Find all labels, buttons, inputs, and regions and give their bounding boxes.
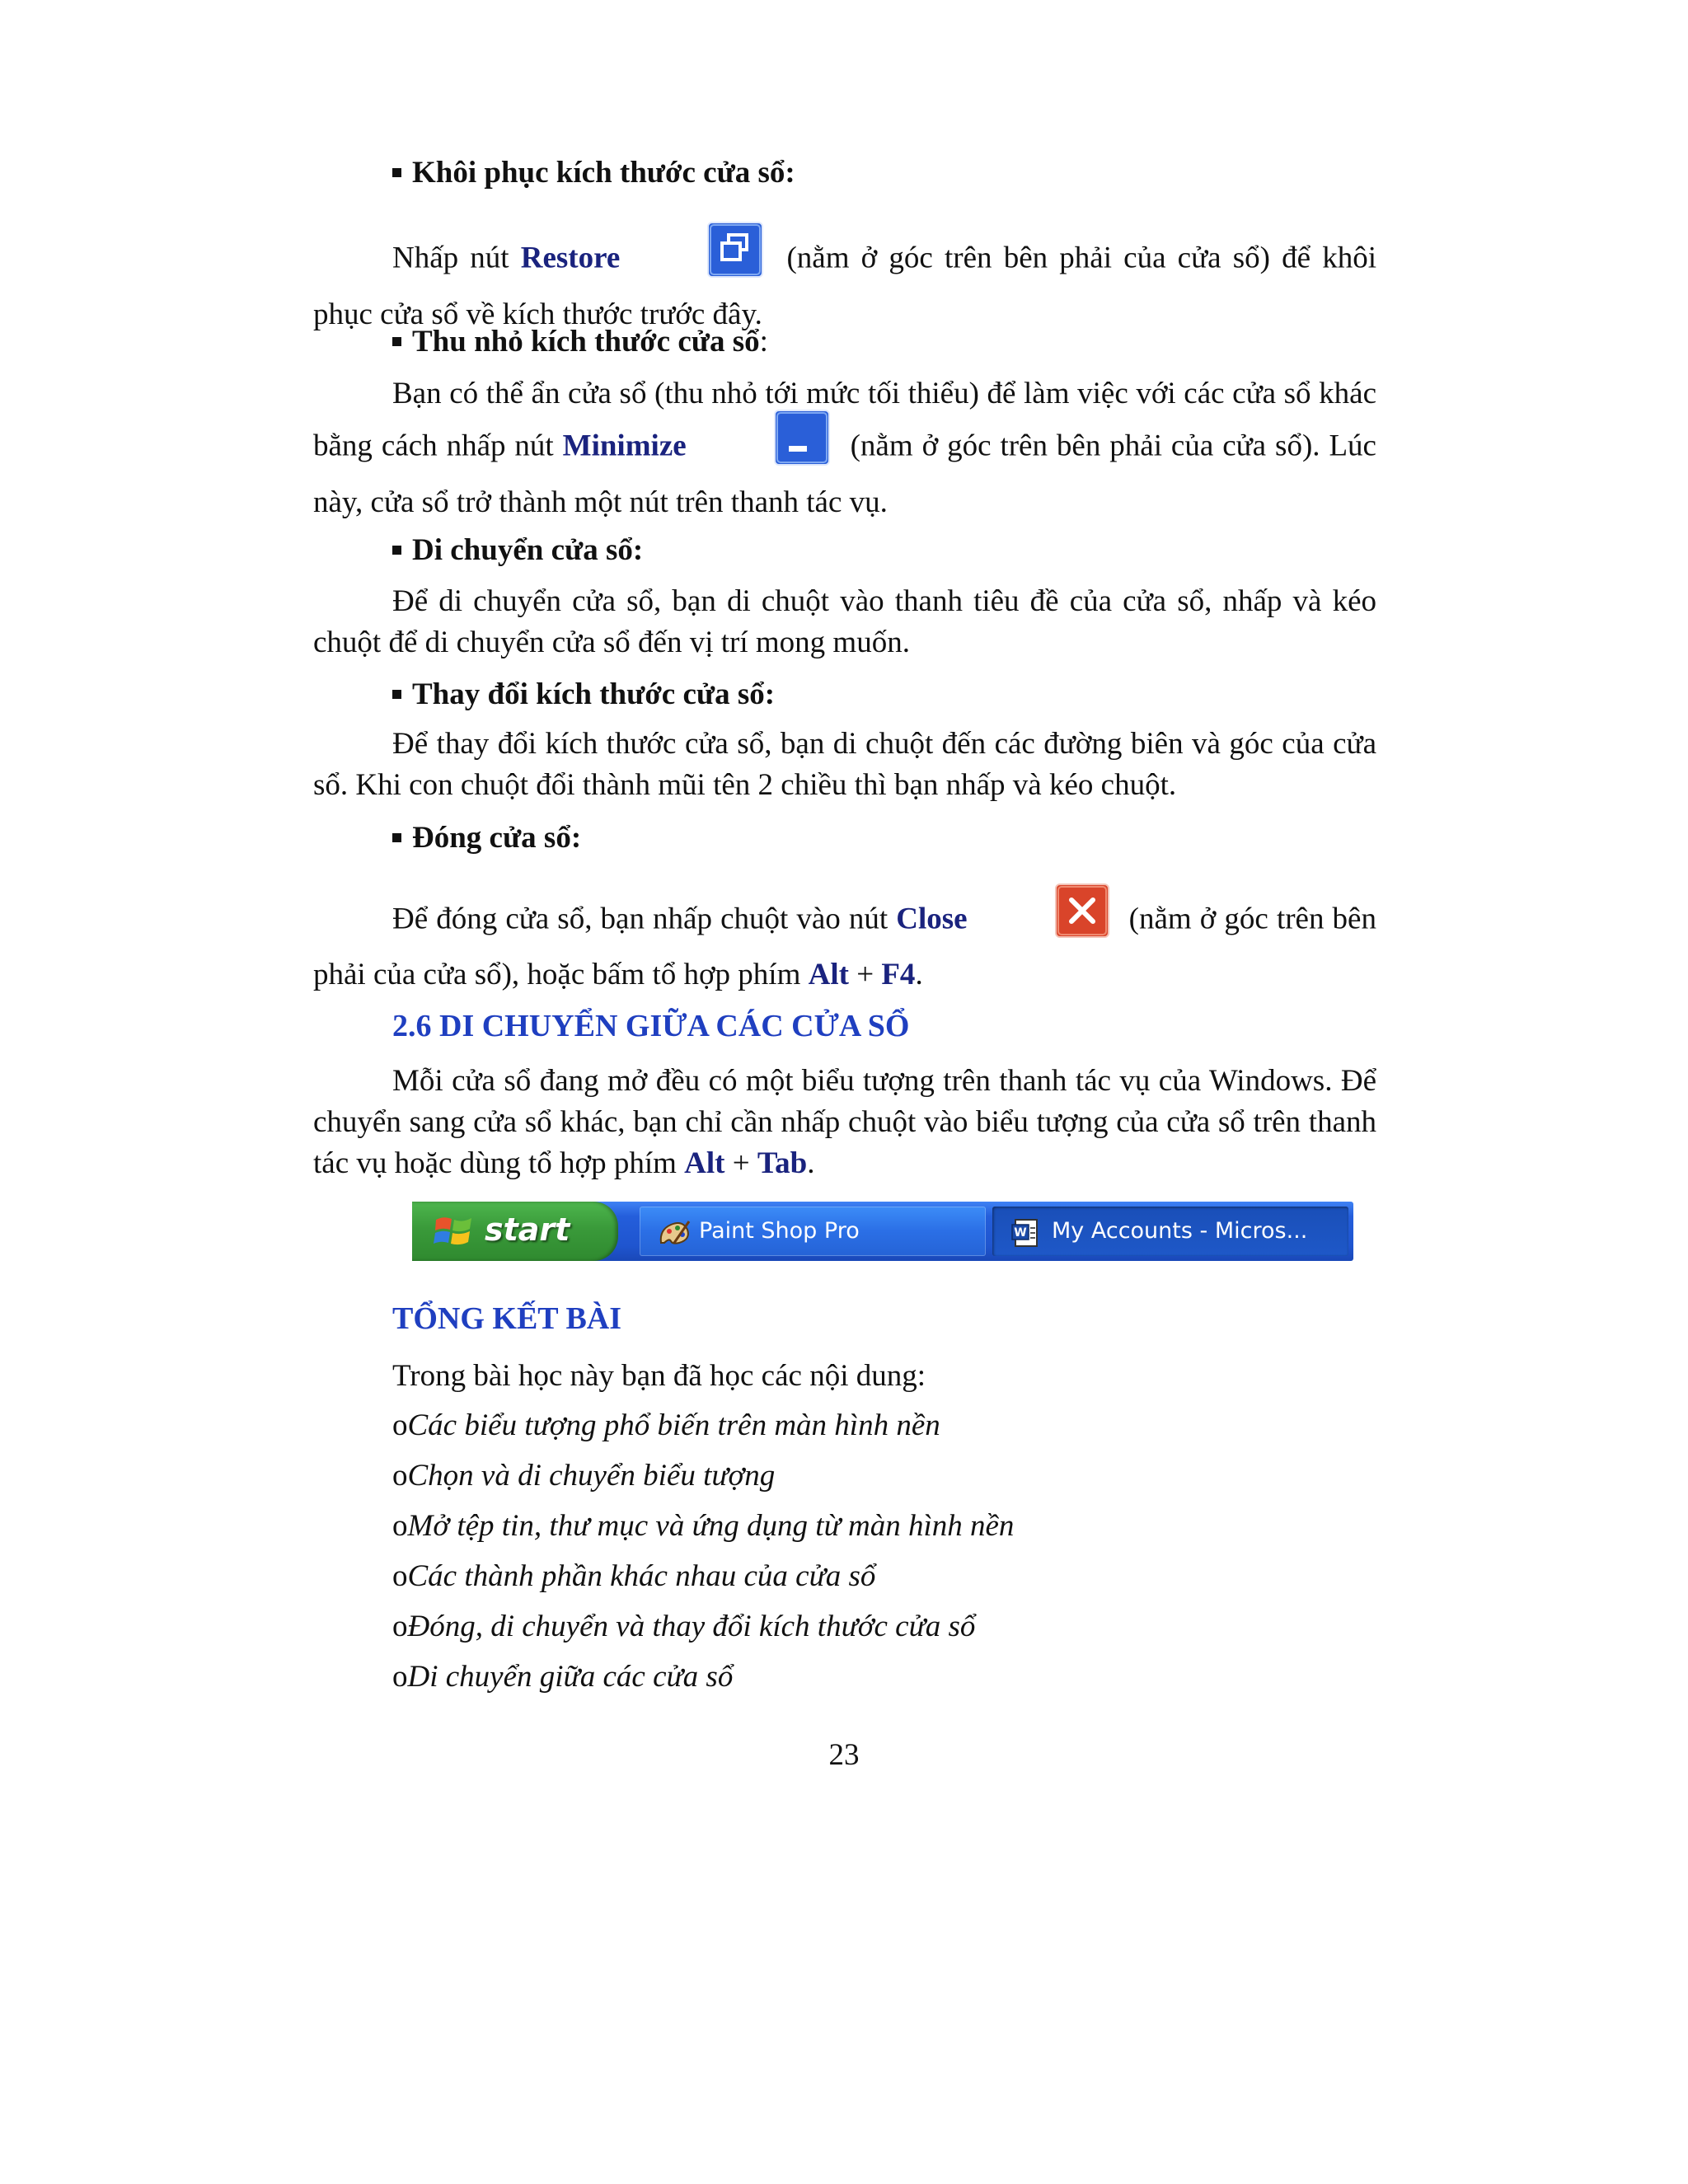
taskbar-button-label: My Accounts - Micros... [1052,1218,1308,1244]
section-title-switching: 2.6 DI CHUYỂN GIỮA CÁC CỬA SỔ [392,1009,910,1043]
resize-heading: Thay đổi kích thước cửa sổ: [313,674,1376,715]
summary-intro: Trong bài học này bạn đã học các nội dung: [392,1359,926,1393]
taskbar-illustration [412,1202,1353,1261]
list-item: oCác thành phần khác nhau của cửa sổ [392,1559,876,1593]
close-icon [976,883,1109,949]
start-label: start [485,1212,570,1248]
bullet-square [392,168,401,177]
move-paragraph: Để di chuyển cửa sổ, bạn di chuột vào thanh tiêu đề của cửa sổ, nhấp và kéo chuột để di chuyển cửa sổ đến vị trí mong muốn. [313,584,1376,659]
paint-shop-pro-icon [658,1216,691,1256]
switching-paragraph: Mỗi cửa sổ đang mở đều có một biểu tượng trên thanh tác vụ của Windows. Để chuyển sang cửa sổ khác, bạn chỉ cần nhấp chuột vào biểu tượng của cửa sổ trên thanh tác vụ hoặc dùng tổ hợp phím Alt + Tab. [313,1064,1376,1180]
close-heading: Đóng cửa sổ: [313,818,1376,859]
bullet-square [392,833,401,842]
resize-paragraph: Để thay đổi kích thước cửa sổ, bạn di chuột đến các đường biên và góc của cửa sổ. Khi con chuột đổi thành mũi tên 2 chiều thì bạn nhấp và kéo chuột. [313,727,1376,802]
taskbar-button-label: Paint Shop Pro [699,1218,860,1244]
bullet-square [392,337,401,346]
close-paragraph: Để đóng cửa sổ, bạn nhấp chuột vào nút Close (nằm ở góc trên bên phải của cửa sổ), hoặc bấm tổ hợp phím Alt + F4. [313,888,1376,996]
summary-list [313,1405,1376,1707]
restore-paragraph: Nhấp nút Restore (nằm ở góc trên bên phải của cửa sổ) để khôi phục cửa sổ về kích thước trước đây. [313,227,1376,335]
word-document-icon [1010,1216,1042,1256]
list-item: oDi chuyển giữa các cửa sổ [392,1660,734,1694]
section-title-summary: TỔNG KẾT BÀI [392,1301,622,1336]
svg-text:W: W [1014,1226,1027,1240]
minimize-icon [695,410,830,477]
list-item: oCác biểu tượng phổ biến trên màn hình nền [392,1408,940,1442]
minimize-heading: Thu nhỏ kích thước cửa sổ: [313,321,1376,363]
restore-heading: Khôi phục kích thước cửa sổ: [313,152,1376,194]
bullet-square [392,690,401,699]
taskbar-button-my-accounts[interactable] [992,1207,1348,1256]
windows-logo-icon [434,1213,475,1254]
move-heading: Di chuyển cửa sổ: [313,530,1376,571]
bullet-square [392,546,401,555]
restore-icon [628,222,763,289]
taskbar-button-paint-shop-pro[interactable] [640,1207,986,1256]
list-item: oChọn và di chuyển biểu tượng [392,1459,776,1493]
minimize-paragraph: Bạn có thể ẩn cửa sổ (thu nhỏ tới mức tối thiểu) để làm việc với các cửa sổ khác bằng cách nhấp nút Minimize (nằm ở góc trên bên phải của cửa sổ). Lúc này, cửa sổ trở thành một nút trên thanh tác vụ. [313,377,1376,519]
page-number: 23 [828,1738,860,1772]
start-button[interactable] [412,1202,618,1261]
list-item: oMở tệp tin, thư mục và ứng dụng từ màn hình nền [392,1509,1015,1543]
list-item: oĐóng, di chuyển và thay đổi kích thước cửa sổ [392,1610,976,1643]
